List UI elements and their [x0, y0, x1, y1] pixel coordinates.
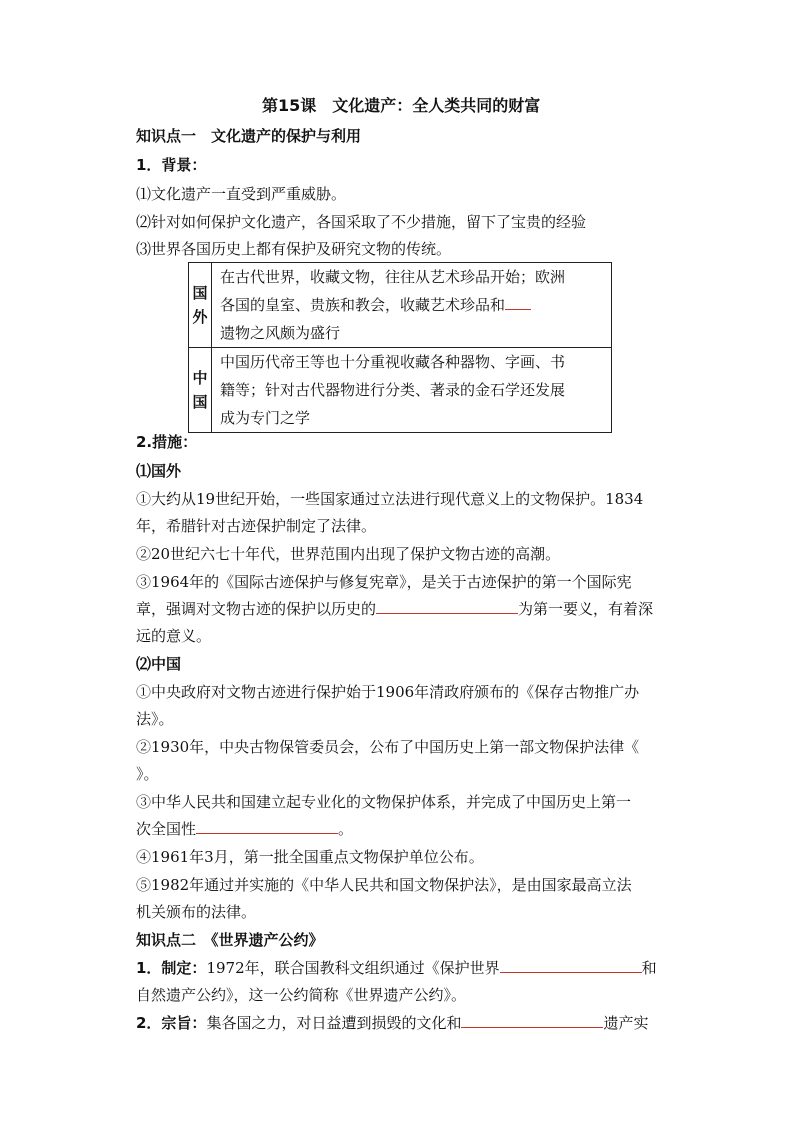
table-row-china	[189, 348, 612, 433]
foreign-measure-2: ②20世纪六七十年代，世界范围内出现了保护文物古迹的高潮。	[136, 545, 561, 563]
foreign-measure-3-end: 远的意义。	[136, 627, 212, 645]
foreign-subheading: ⑴国外	[136, 462, 182, 480]
foreign-measure-3: ③1964年的《国际古迹保护与修复宪章》，是关于古迹保护的第一个国际宪	[136, 573, 632, 591]
china-measure-4: ④1961年3月，第一批全国重点文物保护单位公布。	[136, 848, 484, 866]
tradition-table	[188, 262, 612, 433]
foreign-measure-3-cont: 章，强调对文物古迹的保护以历史的 为第一要义，有着深	[136, 600, 654, 618]
background-item-1: ⑴文化遗产一直受到严重威胁。	[136, 185, 347, 203]
kp2-point-1-cont: 自然遗产公约》，这一公约简称《世界遗产公约》。	[136, 986, 467, 1004]
china-measure-2-cont: 》。	[136, 765, 159, 783]
china-content: 中国历代帝王等也十分重视收藏各种器物、字画、书 籍等；针对古代器物进行分类、著录的金石学还发展 成为专门之学	[212, 348, 612, 433]
foreign-content: 在古代世界，收藏文物，往往从艺术珍品开始；欧洲 各国的皇室、贵族和教会，收藏艺术珍品和 遗物之风颇为盛行	[212, 263, 612, 348]
china-measure-2: ②1930年，中央古物保管委员会，公布了中国历史上第一部文物保护法律《	[136, 738, 640, 756]
china-measure-5-cont: 机关颁布的法律。	[136, 903, 257, 921]
answer-blank[interactable]	[461, 1013, 603, 1028]
table-row-foreign	[189, 263, 612, 348]
answer-blank[interactable]	[376, 599, 518, 614]
background-item-2: ⑵针对如何保护文化遗产，各国采取了不少措施，留下了宝贵的经验	[136, 213, 587, 231]
kp2-point-2: 2．宗旨：集各国之力，对日益遭到损毁的文化和 遗产实	[136, 1014, 649, 1032]
answer-blank[interactable]	[505, 295, 531, 310]
china-measure-5: ⑤1982年通过并实施的《中华人民共和国文物保护法》，是由国家最高立法	[136, 876, 632, 894]
answer-blank[interactable]	[500, 958, 642, 973]
china-label: 中 国	[189, 348, 212, 433]
china-measure-3-cont: 次全国性 。	[136, 820, 354, 838]
foreign-measure-1-cont: 年，希腊针对古迹保护制定了法律。	[136, 517, 377, 535]
lesson-title: 第15课 文化遗产：全人类共同的财富	[262, 96, 541, 115]
kp2-point-1: 1．制定：1972年，联合国教科文组织通过《保护世界 和	[136, 959, 657, 977]
answer-blank[interactable]	[196, 819, 338, 834]
china-measure-3: ③中华人民共和国建立起专业化的文物保护体系，并完成了中国历史上第一	[136, 793, 632, 811]
foreign-label: 国 外	[189, 263, 212, 348]
foreign-measure-1: ①大约从19世纪开始，一些国家通过立法进行现代意义上的文物保护。1834	[136, 490, 644, 508]
kp1-heading: 知识点一 文化遗产的保护与利用	[136, 127, 362, 145]
china-measure-1-cont: 法》。	[136, 710, 174, 728]
kp2-heading: 知识点二 《世界遗产公约》	[136, 931, 324, 949]
china-measure-1: ①中央政府对文物古迹进行保护始于1906年清政府颁布的《保存古物推广办	[136, 683, 640, 701]
measures-heading: 2.措施：	[136, 433, 198, 451]
background-item-3: ⑶世界各国历史上都有保护及研究文物的传统。	[136, 240, 452, 258]
background-heading: 1．背景：	[136, 156, 207, 174]
china-subheading: ⑵中国	[136, 655, 182, 673]
